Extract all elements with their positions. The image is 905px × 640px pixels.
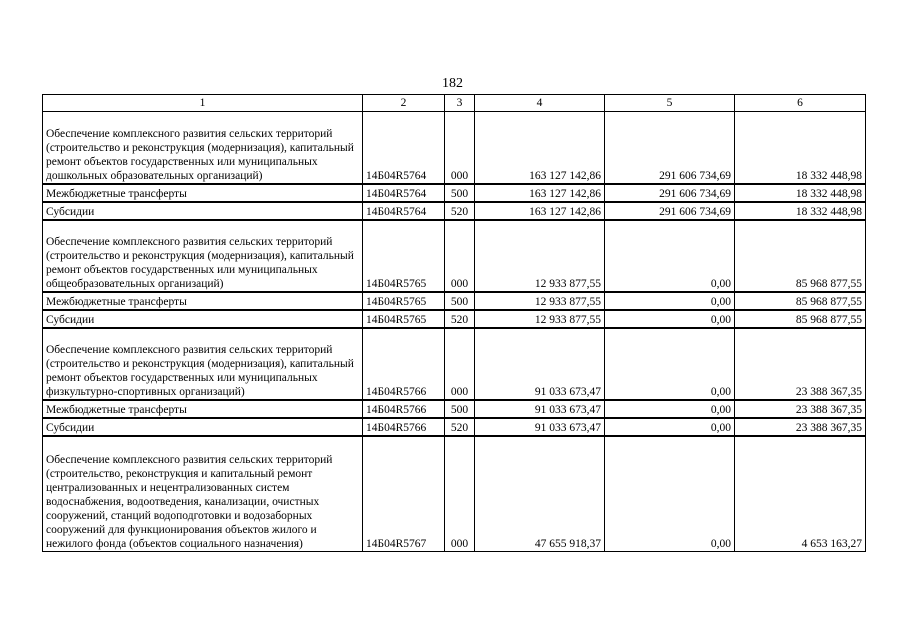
row-name: Обеспечение комплексного развития сельских территорий (строительство, реконструкция и капитальный ремонт централизованных и нецентрализованных систем водоснабжения, водоотведения, канализации, очистных сооружений, станций водоподготовки и водозаборных сооружений для функционирования объектов жилого и нежилого фонда (объектов социального назначения): [43, 436, 363, 552]
row-col6: 85 968 877,55: [735, 310, 866, 328]
table-row: [43, 220, 866, 292]
row-col5: 291 606 734,69: [605, 112, 735, 184]
header-cell-5: 5: [605, 95, 735, 112]
row-code: 14Б04R5766: [363, 418, 445, 436]
row-name: Субсидии: [43, 202, 363, 220]
table-row: [43, 112, 866, 184]
row-vr: 500: [445, 292, 475, 310]
row-col5: 0,00: [605, 220, 735, 292]
table-row: [43, 418, 866, 436]
row-col5: 0,00: [605, 328, 735, 400]
table-row: [43, 184, 866, 202]
row-col4: 47 655 918,37: [475, 436, 605, 552]
row-col6: 18 332 448,98: [735, 112, 866, 184]
row-col5: 0,00: [605, 436, 735, 552]
row-col5: 0,00: [605, 418, 735, 436]
row-code: 14Б04R5765: [363, 310, 445, 328]
row-name: Субсидии: [43, 418, 363, 436]
row-col4: 163 127 142,86: [475, 184, 605, 202]
row-code: 14Б04R5767: [363, 436, 445, 552]
header-cell-2: 2: [363, 95, 445, 112]
row-col6: 23 388 367,35: [735, 418, 866, 436]
row-vr: 000: [445, 220, 475, 292]
row-name: Межбюджетные трансферты: [43, 292, 363, 310]
header-cell-3: 3: [445, 95, 475, 112]
row-code: 14Б04R5766: [363, 400, 445, 418]
row-name: Обеспечение комплексного развития сельских территорий (строительство и реконструкция (модернизация), капитальный ремонт объектов государственных или муниципальных физкультурно-спортивных организаций): [43, 328, 363, 400]
row-col6: 4 653 163,27: [735, 436, 866, 552]
budget-table: [42, 94, 866, 552]
row-col4: 12 933 877,55: [475, 220, 605, 292]
row-code: 14Б04R5764: [363, 202, 445, 220]
row-name: Межбюджетные трансферты: [43, 400, 363, 418]
row-col5: 291 606 734,69: [605, 184, 735, 202]
row-col6: 18 332 448,98: [735, 202, 866, 220]
row-col6: 85 968 877,55: [735, 220, 866, 292]
row-code: 14Б04R5764: [363, 184, 445, 202]
table-header-row: [43, 95, 866, 112]
row-col4: 12 933 877,55: [475, 310, 605, 328]
row-name: Субсидии: [43, 310, 363, 328]
row-vr: 520: [445, 418, 475, 436]
row-vr: 520: [445, 202, 475, 220]
row-code: 14Б04R5766: [363, 328, 445, 400]
table-row: [43, 310, 866, 328]
row-col4: 91 033 673,47: [475, 328, 605, 400]
row-col6: 23 388 367,35: [735, 328, 866, 400]
row-name: Обеспечение комплексного развития сельских территорий (строительство и реконструкция (модернизация), капитальный ремонт объектов государственных или муниципальных общеобразовательных организаций): [43, 220, 363, 292]
row-vr: 000: [445, 328, 475, 400]
row-vr: 000: [445, 436, 475, 552]
row-col6: 85 968 877,55: [735, 292, 866, 310]
row-col4: 91 033 673,47: [475, 418, 605, 436]
table-row: [43, 292, 866, 310]
row-col4: 91 033 673,47: [475, 400, 605, 418]
row-col4: 163 127 142,86: [475, 112, 605, 184]
header-cell-1: 1: [43, 95, 363, 112]
row-col5: 0,00: [605, 310, 735, 328]
row-vr: 500: [445, 184, 475, 202]
table-row: [43, 400, 866, 418]
page-number: 182: [442, 76, 463, 91]
table-row: [43, 328, 866, 400]
row-col4: 163 127 142,86: [475, 202, 605, 220]
row-col4: 12 933 877,55: [475, 292, 605, 310]
row-code: 14Б04R5764: [363, 112, 445, 184]
table-row: [43, 436, 866, 552]
row-col5: 0,00: [605, 400, 735, 418]
row-name: Межбюджетные трансферты: [43, 184, 363, 202]
row-col6: 23 388 367,35: [735, 400, 866, 418]
row-vr: 520: [445, 310, 475, 328]
row-col5: 291 606 734,69: [605, 202, 735, 220]
row-name: Обеспечение комплексного развития сельских территорий (строительство и реконструкция (модернизация), капитальный ремонт объектов государственных или муниципальных дошкольных образовательных организаций): [43, 112, 363, 184]
row-code: 14Б04R5765: [363, 292, 445, 310]
header-cell-6: 6: [735, 95, 866, 112]
row-col6: 18 332 448,98: [735, 184, 866, 202]
row-code: 14Б04R5765: [363, 220, 445, 292]
table-row: [43, 202, 866, 220]
row-vr: 000: [445, 112, 475, 184]
header-cell-4: 4: [475, 95, 605, 112]
row-vr: 500: [445, 400, 475, 418]
row-col5: 0,00: [605, 292, 735, 310]
